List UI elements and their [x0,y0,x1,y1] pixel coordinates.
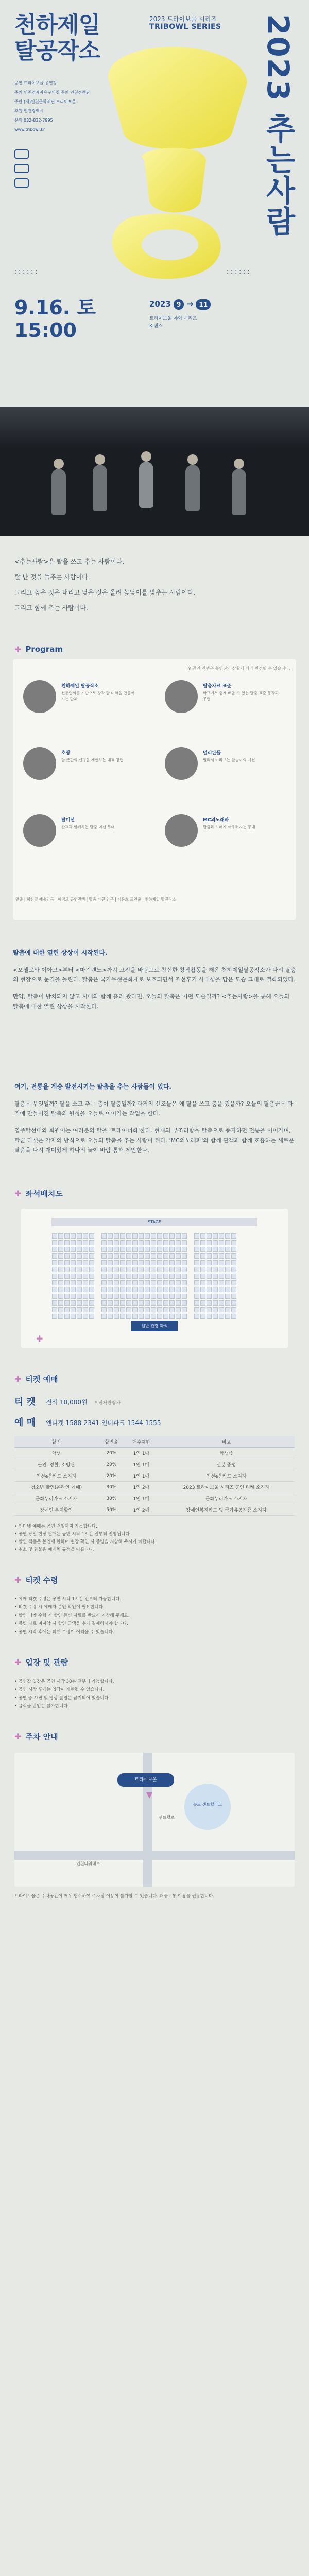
list-item: • 할인 티켓 수령 시 할인 증빙 자료를 반드시 지참해 주세요. [14,1612,295,1620]
seat-row [52,1298,258,1304]
table-cell: 학생 [14,1448,98,1459]
seating-header [0,1183,309,1204]
table-cell: 30% [98,1482,125,1493]
seat [157,1314,162,1319]
seat [77,1314,82,1319]
program-item-desc: 전통연희를 기반으로 창작 탈 미학을 만들어 가는 단체 [61,691,135,701]
table-cell: 인천e음카드 소지자 [158,1470,295,1482]
booking-value: 엔티켓 1588-2341 인터파크 1544-1555 [46,1419,161,1427]
seat [64,1314,70,1319]
seat-row [52,1312,258,1318]
seat [58,1314,63,1319]
table-row [14,1470,295,1482]
parking-note: 트라이보울은 주차공간이 매우 협소하여 주차장 이용이 불가할 수 있습니다. 대중교통 이용을 권장합니다. [14,1894,215,1899]
program-item-desc: 학교에서 쉽게 배울 수 있는 탈춤 표준 동작과 공연 [203,691,279,701]
seat [231,1314,236,1319]
seat [145,1314,150,1319]
performer-photo [23,747,56,780]
intro-line: <추는사람>은 탈을 쓰고 추는 사람이다. [14,558,125,565]
ticket-price-row [14,1396,295,1410]
program-item-desc: 탈춤과 노래가 어우러지는 무대 [203,825,255,829]
seat [71,1314,76,1319]
price-value-wrap [46,1396,121,1410]
info-line: www.tribowl.kr [14,127,45,132]
table-cell: 20% [98,1448,125,1459]
dancer-head [234,459,244,469]
table-row [14,1493,295,1504]
info-line: 공연 트라이보울 공연장 [14,81,57,86]
info-line: 주최 인천경제자유구역청 주최 인천정책단 [14,90,90,95]
seat [176,1314,181,1319]
program-item-name: 탈미션 [61,818,75,823]
seat [182,1314,187,1319]
seat-row [52,1272,258,1278]
date: 9.16. 토 [14,296,96,319]
dancer-head [187,454,198,465]
performance-photo [0,407,309,536]
booking-label: 예 매 [14,1417,36,1428]
program-item-name: MC의노래파 [203,818,229,823]
parking-header [14,1726,295,1747]
table-cell: 20% [98,1470,125,1482]
seat-row [52,1231,258,1238]
column-header: 할인 [14,1436,98,1448]
story-heading: 탈춤에 대한 열린 상상이 시작된다. [13,949,108,956]
performer-photo [165,747,198,780]
table-cell: 1인 1매 [125,1493,158,1504]
story2-heading: 여기, 전통을 계승 발전시키는 탈춤을 추는 사람들이 있다. [14,1083,171,1090]
story-paragraph: 만약, 탈춤이 방치되지 않고 시대와 함께 흘러 왔다면, 오늘의 탈춤은 어떤 모습일까? <추는사람>을 통해 오늘의 탈춤에 대한 열린 상상을 시작한다. [13,993,290,1010]
price-note: * 전체관람가 [94,1401,121,1406]
plus-icon: ✚ [36,1334,43,1344]
dancer-figure [52,469,66,515]
ticket-note: • 할인 적용은 본인에 한하며 현장 확인 시 증빙을 지참해 주시기 바랍니다. [14,1539,157,1545]
poster-info [14,80,90,136]
seat [114,1314,119,1319]
series-ko: 2023 트라이보울 시리즈 [149,15,217,23]
program-item-name: 멀리판들 [203,751,221,756]
list-item: • 공연 시작 후에는 티켓 수령이 어려울 수 있습니다. [14,1628,295,1636]
seat [139,1314,144,1319]
program-item-desc: 탈 굿판의 신명을 재현하는 대표 장면 [61,758,124,762]
plus-icon: ✚ [14,1731,22,1741]
dancer-figure [93,465,107,511]
seat-row [52,1258,258,1264]
info-line: 문의 032-832-7995 [14,118,53,123]
performer-photo [165,814,198,847]
seat-row [52,1238,258,1244]
ticket-header [14,1368,295,1389]
dancer-head [95,454,105,465]
column-header: 할인율 [98,1436,125,1448]
table-cell: 20% [98,1459,125,1470]
entry-header [14,1652,295,1672]
program-item-name: 호랑 [61,751,71,756]
seat-legend: 일반 관람 좌석 [131,1321,178,1331]
info-line: 후원 인천광역시 [14,109,44,113]
table-cell: 학생증 [158,1448,295,1459]
poster-date [14,296,96,342]
seat [194,1314,199,1319]
seat-row [52,1265,258,1271]
poster-title-line1: 천하제일 [14,12,100,38]
seat [213,1314,218,1319]
list-item: • 증빙 자료 미지참 시 할인 금액을 추가 결제하셔야 합니다. [14,1620,295,1628]
price-value: 전석 10,000원 [46,1399,88,1406]
program-section [0,639,309,1072]
poster-period: 2023 9 → 11 [149,299,211,310]
program-item [23,680,142,726]
column-header: 비고 [158,1436,295,1448]
table-cell: 군인, 경찰, 소방관 [14,1459,98,1470]
seat [126,1314,131,1319]
stage-label: STAGE [52,1218,258,1226]
table-cell: 1인 1매 [125,1470,158,1482]
seat [225,1314,230,1319]
dot-pattern: :::::: [227,268,252,275]
list-item: • 예매 티켓 수령은 공연 시작 1시간 전부터 가능합니다. [14,1595,295,1603]
dancer-figure [185,465,200,511]
ticket-booking-row [14,1417,295,1429]
venue-line: K-댄스 [149,324,163,329]
story [13,948,296,1019]
list-item: • 공연 시작 후에는 입장이 제한될 수 있습니다. [14,1686,295,1694]
map-road [143,1753,152,1887]
story2-paragraph: 탈춤은 무엇일까? 탈을 쓰고 추는 춤이 탈춤일까? 과거의 선조들은 왜 탈을 쓰고 춤을 췄을까? 오늘의 탈춤꾼은 과거에 만들어진 탈춤의 원형을 오늘로 이어가는 작업을 한다. [14,1100,294,1117]
table-cell: 50% [98,1504,125,1516]
vertical-title: 2023 추는사람 [261,14,296,237]
performer-photo [165,680,198,713]
ticket-section [0,1363,309,1564]
venue-line: 트라이보울 야외 시리즈 [149,316,197,321]
entry-title: 입장 및 관람 [25,1657,68,1667]
seat-map [21,1209,288,1348]
road-label: 센트럴로 [159,1815,175,1820]
ticket-note: • 공연 당일 현장 판매는 공연 시작 1시간 전부터 진행됩니다. [14,1532,131,1537]
bowl-graphic [77,31,268,299]
pickup-list [14,1595,295,1636]
intro-line: 그리고 높은 것은 내리고 낮은 것은 올려 높낮이를 맞추는 사람이다. [14,589,196,596]
period-chip: 9 [174,299,184,310]
program-item-desc: 멀리서 바라보는 탈놀이의 시선 [203,758,255,762]
table-row [14,1482,295,1493]
table-cell: 장애인 복지할인 [14,1504,98,1516]
seat [207,1314,212,1319]
info-line: 주관 (재)인천문화재단 트라이보울 [14,99,76,104]
program-note: ※ 공연 진행은 출연진의 상황에 따라 변경될 수 있습니다. [187,666,290,671]
column-header: 매수제한 [125,1436,158,1448]
plus-icon: ✚ [14,644,22,654]
pickup-title: 티켓 수령 [25,1575,58,1585]
seat-row [52,1305,258,1311]
credits: 연출 | 허창열 예술감독 | 이정로 공연진행 | 탈춤 다큐 안무 | 이용호 조연출 | 천하제일 탈공작소 [15,897,176,902]
seat-row [52,1251,258,1258]
ticket-note: • 인터넷 예매는 공연 전일까지 가능합니다. [14,1524,97,1529]
list-item: • 공연장 입장은 공연 시작 30분 전부터 가능합니다. [14,1677,295,1686]
table-cell: 신분 증명 [158,1459,295,1470]
dancer-figure [139,462,153,508]
performer-photo [23,814,56,847]
ticket-notes [14,1523,295,1554]
time: 15:00 [14,319,77,342]
map-pin-icon: ▼ [146,1790,153,1800]
parking-map [14,1753,295,1887]
stage-lights [0,407,309,448]
table-header-row [14,1436,295,1448]
logo-icon [14,164,29,173]
seat [169,1314,175,1319]
table-cell: 1인 1매 [125,1459,158,1470]
seat [101,1314,107,1319]
intro-line: 그리고 함께 추는 사람이다. [14,604,88,612]
map-place-park: 송도 센트럴파크 [193,1802,222,1807]
ticket-pickup-section [0,1564,309,1647]
dot-pattern: :::::: [14,268,40,275]
logo-icon [14,149,29,159]
seat-row [52,1278,258,1284]
program-item [23,814,142,860]
parking-title: 주차 안내 [25,1732,58,1741]
seat [89,1314,94,1319]
ticket-note: • 취소 및 환불은 예매처 규정을 따릅니다. [14,1547,95,1552]
seat [120,1314,125,1319]
logo-icon [14,178,29,188]
program-item-name: 천하제일 탈공작소 [61,684,99,689]
dancer-head [141,451,151,462]
list-item: • 공연 중 사진 및 영상 촬영은 금지되어 있습니다. [14,1694,295,1702]
seat [163,1314,168,1319]
table-cell: 장애인복지카드 및 국가유공자증 소지자 [158,1504,295,1516]
seat [151,1314,156,1319]
discount-table [14,1436,295,1516]
table-row [14,1459,295,1470]
poster-title-line2: 탈공작소 [14,38,100,64]
program-item [165,680,283,726]
story-2 [0,1072,309,1178]
table-cell: 1인 2매 [125,1504,158,1516]
seating-title: 좌석배치도 [25,1189,63,1198]
dancer-figure [232,469,246,515]
program-item [165,747,283,793]
seat-row [52,1292,258,1298]
table-cell: 인천e음카드 소지자 [14,1470,98,1482]
plus-icon: ✚ [14,1657,22,1667]
list-item: • 티켓 수령 시 예매자 본인 확인이 필요합니다. [14,1603,295,1612]
table-cell: 30% [98,1493,125,1504]
parking-section [0,1721,309,1921]
seating-section [0,1178,309,1363]
list-item: • 음식물 반입은 불가합니다. [14,1702,295,1710]
map-road [14,1851,295,1860]
period-chip: 11 [196,299,211,310]
program-item-desc: 관객과 함께하는 탈춤 미션 무대 [61,825,115,829]
story2-paragraph: 영주탈선대와 희원이는 여러분의 탈을 '트레이너화'한다. 현재의 부조리함을 탈춤으로 풍자하던 전통을 이어가며, 탈꾼 다섯은 각자의 방식으로 오늘의 탈춤을 추는 사람이 된다. 'MC의노래파'와 함께 관객과 함께 호흡하는 새로운 탈춤을 다시 재미있게 하나의 놀이 바람 통해 제안한다. [14,1127,295,1154]
ticket-title: 티켓 예매 [25,1374,58,1384]
plus-icon: ✚ [14,1374,22,1384]
seat [132,1314,138,1319]
price-label: 티 켓 [14,1397,36,1408]
seat [108,1314,113,1319]
program-title: Program [25,645,63,654]
dancer-head [54,459,64,469]
seat-row [52,1285,258,1291]
plus-icon: ✚ [14,1574,22,1585]
program-item-name: 탈춤자료 표준 [203,684,232,689]
table-cell: 1인 2매 [125,1482,158,1493]
entry-list [14,1677,295,1710]
plus-icon: ✚ [14,1188,22,1198]
seat [52,1314,57,1319]
performer-photo [23,680,56,713]
road-label: 인천타워대로 [76,1861,100,1866]
seat [200,1314,205,1319]
intro-line: 탈 난 것을 돌추는 사람이다. [14,573,90,581]
poster [0,0,309,407]
poster-series [149,15,221,31]
table-cell: 청소년 할인(온라인 예매) [14,1482,98,1493]
table-cell: 문화누리카드 소지자 [158,1493,295,1504]
table-row [14,1504,295,1516]
program-item [165,814,283,860]
program-header [0,639,309,659]
intro [0,536,309,639]
poster-venue [149,315,197,330]
map-place-tribowl: 트라이보울 [117,1773,174,1787]
pickup-header [14,1569,295,1590]
table-cell: 2023 트라이보울 시리즈 공연 티켓 소지자 [158,1482,295,1493]
series-en: TRIBOWL SERIES [149,23,221,31]
program-item [23,747,142,793]
entry-section [0,1647,309,1721]
story-paragraph: <오셀로와 이아고>부터 <마기렌노>까지 고전을 바탕으로 참신한 창작활동을 해온 천하제일탈공작소가 다시 탈춤의 현장으로 눈길을 돌린다. 탈춤은 국가무형문화재로 보호되면서 조선후기 사대성을 담은 모습 그대로 열화되었다. [13,967,296,983]
table-body [14,1448,295,1516]
table-cell: 문화누리카드 소지자 [14,1493,98,1504]
table-row [14,1448,295,1459]
seat [83,1314,88,1319]
seat-row [52,1245,258,1251]
period-prefix: 2023 [149,299,171,309]
seat [219,1314,224,1319]
table-cell: 1인 1매 [125,1448,158,1459]
